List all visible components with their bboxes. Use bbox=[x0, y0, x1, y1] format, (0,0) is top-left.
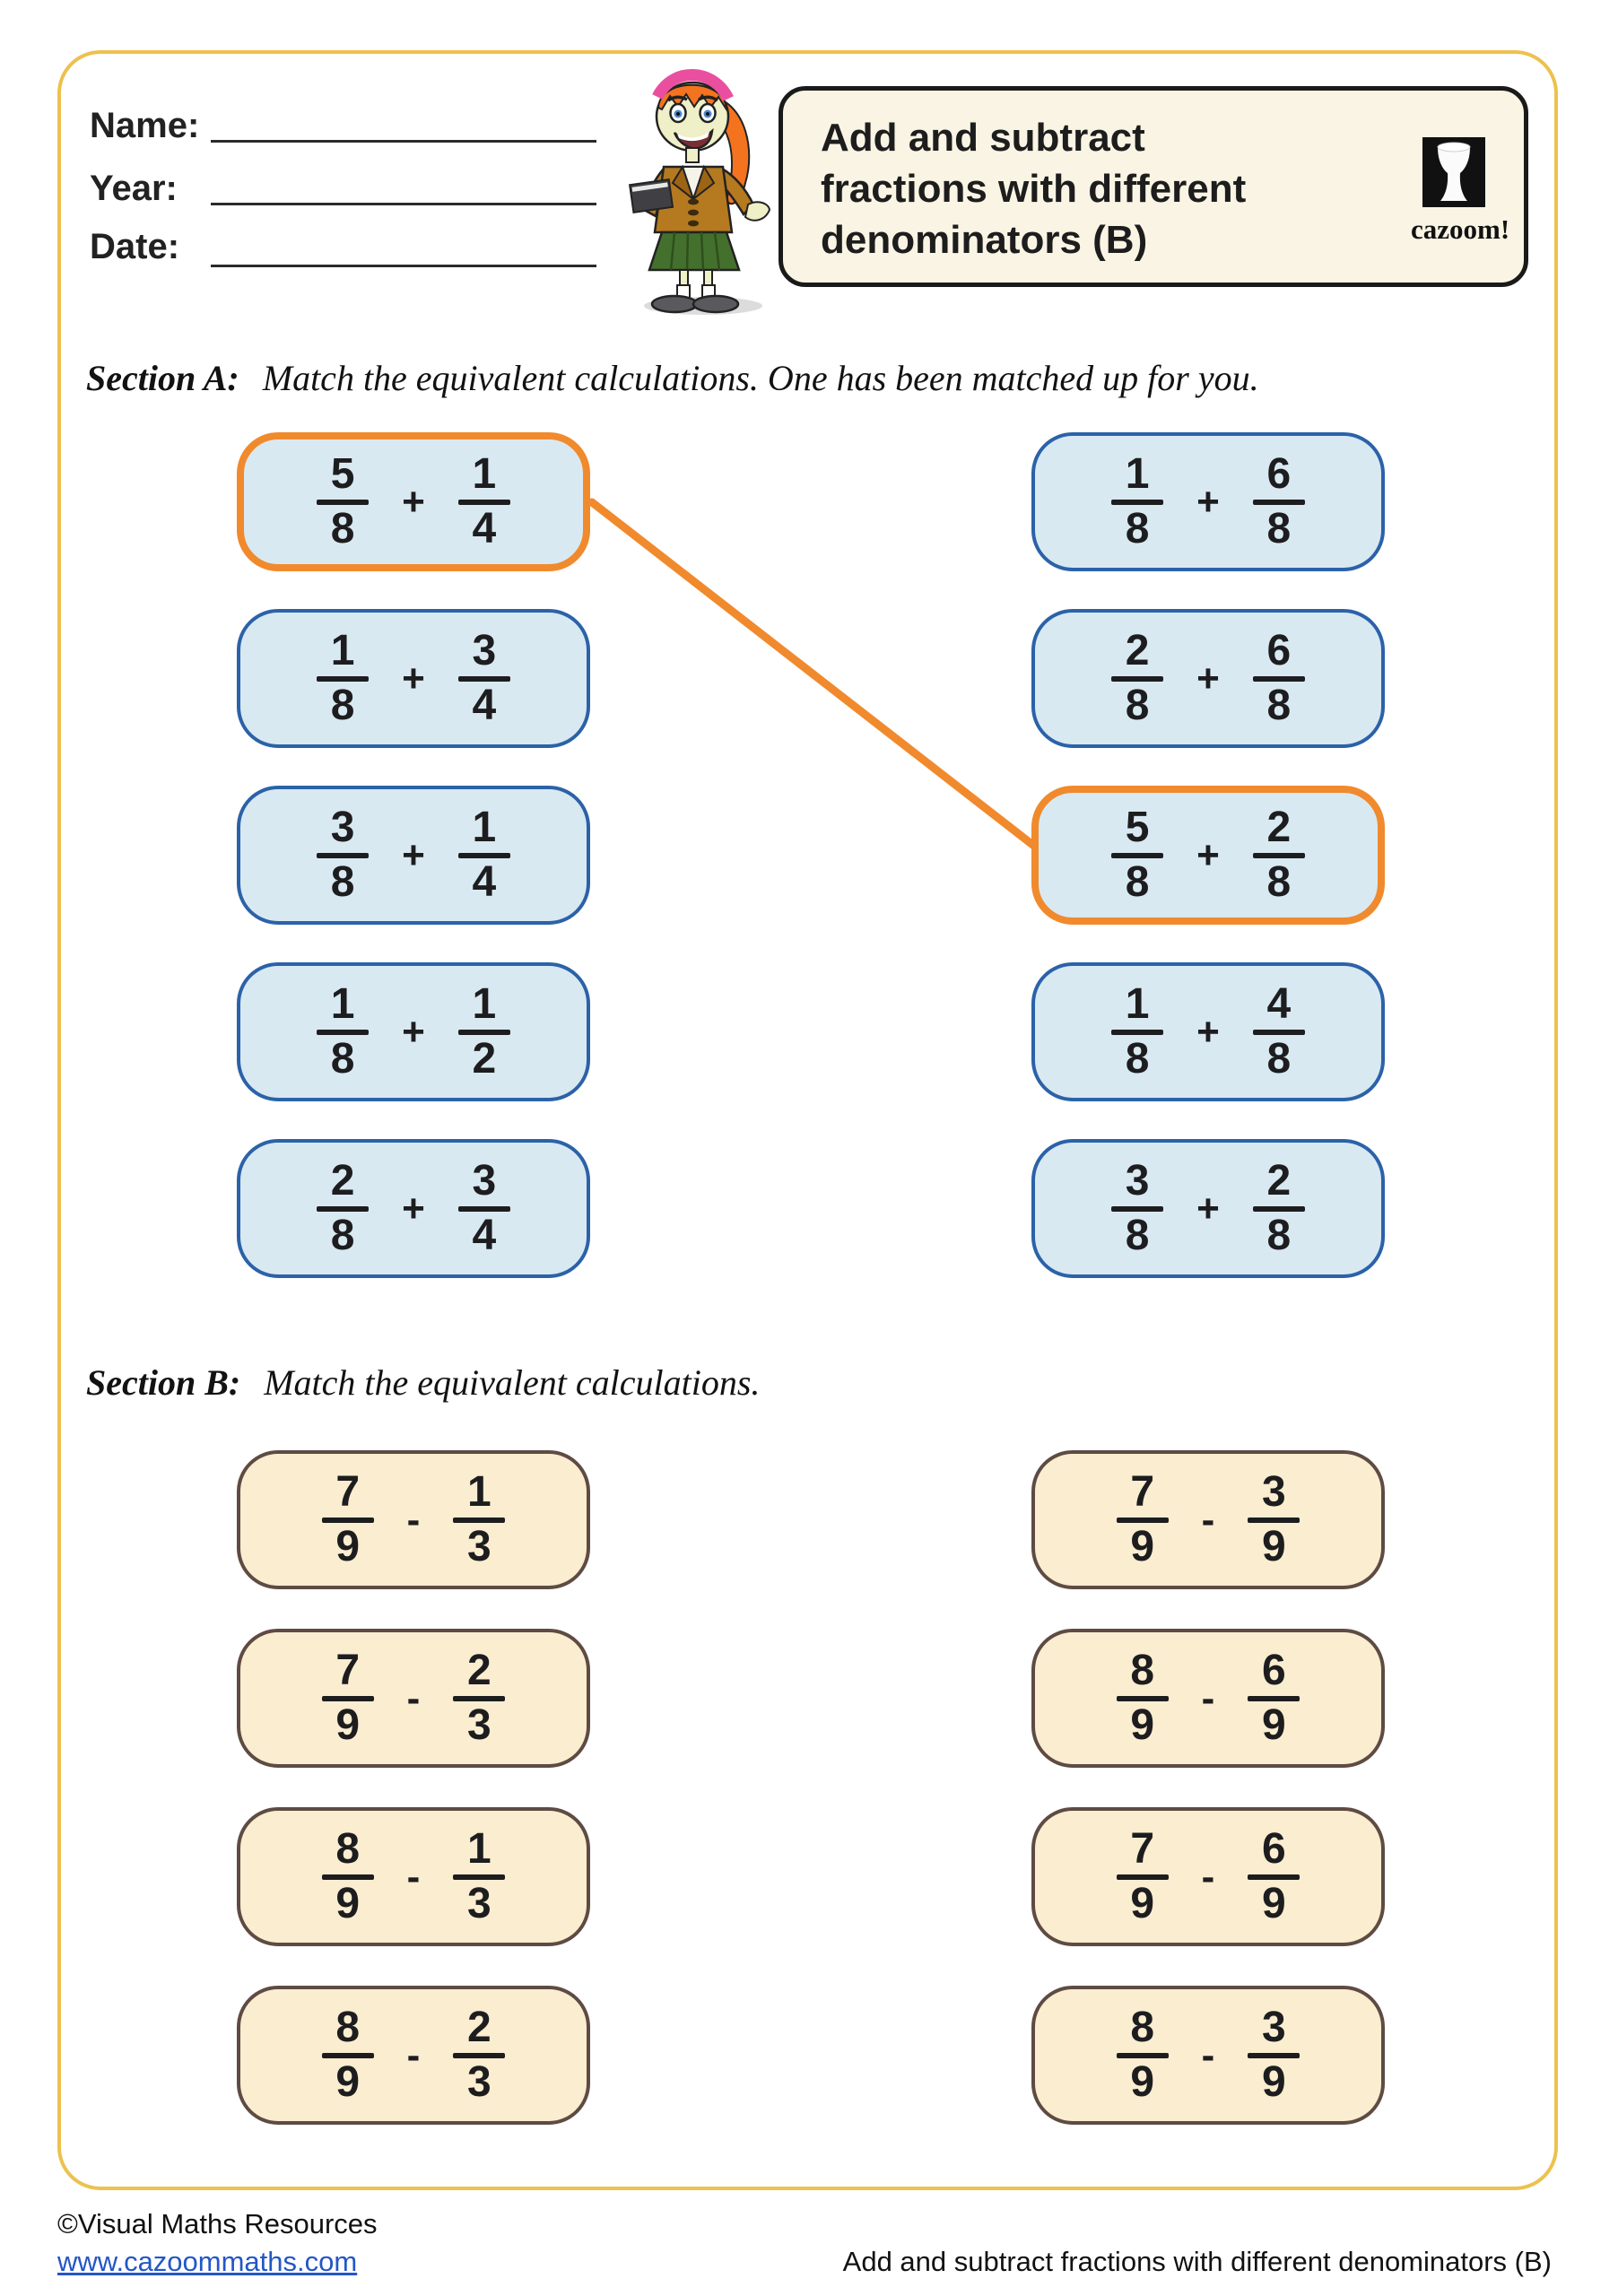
numerator: 2 bbox=[466, 2003, 491, 2051]
fraction-bar bbox=[1248, 1696, 1300, 1701]
fraction-1 bbox=[1116, 1824, 1170, 1927]
fraction-card[interactable] bbox=[237, 1629, 590, 1768]
numerator: 4 bbox=[1266, 979, 1292, 1028]
fraction-2 bbox=[452, 1467, 506, 1570]
denominator: 9 bbox=[335, 1522, 361, 1570]
fraction-bar bbox=[1117, 1874, 1169, 1880]
denominator: 9 bbox=[1130, 1700, 1155, 1749]
fraction-card[interactable] bbox=[1031, 1629, 1385, 1768]
numerator: 3 bbox=[472, 626, 497, 674]
numerator: 8 bbox=[1130, 1646, 1155, 1694]
operator: + bbox=[402, 479, 425, 524]
denominator: 8 bbox=[1125, 681, 1150, 729]
operator: + bbox=[1196, 832, 1220, 877]
numerator: 3 bbox=[330, 803, 355, 851]
worksheet-title: Add and subtract fractions with different denominators (B) bbox=[821, 116, 1247, 262]
section-a-instructions: Match the equivalent calculations. One has been matched up for you. bbox=[262, 358, 1259, 398]
denominator: 3 bbox=[466, 2057, 491, 2106]
operator: - bbox=[1201, 1854, 1215, 1899]
numerator: 2 bbox=[1266, 803, 1292, 851]
operator: - bbox=[1201, 1675, 1215, 1720]
fraction-card[interactable] bbox=[237, 962, 590, 1101]
operator: - bbox=[406, 1497, 421, 1542]
operator: + bbox=[402, 1009, 425, 1054]
fraction-bar bbox=[1253, 1206, 1305, 1212]
fraction-1 bbox=[1116, 1467, 1170, 1570]
fraction-2 bbox=[1252, 626, 1306, 729]
djembe-drum-icon bbox=[1422, 137, 1485, 207]
denominator: 9 bbox=[1130, 1879, 1155, 1927]
footer-worksheet-name: Add and subtract fractions with different denominators (B) bbox=[842, 2246, 1552, 2277]
operator: + bbox=[402, 832, 425, 877]
numerator: 6 bbox=[1266, 449, 1292, 498]
denominator: 3 bbox=[466, 1700, 491, 1749]
fraction-bar bbox=[453, 1518, 505, 1523]
fraction-1 bbox=[316, 626, 370, 729]
numerator: 1 bbox=[472, 803, 497, 851]
section-a-left-column bbox=[237, 432, 590, 1316]
numerator: 6 bbox=[1266, 626, 1292, 674]
fraction-bar bbox=[1117, 1696, 1169, 1701]
denominator: 9 bbox=[335, 1879, 361, 1927]
fraction-2 bbox=[1252, 803, 1306, 906]
fraction-card[interactable] bbox=[1031, 962, 1385, 1101]
numerator: 1 bbox=[330, 626, 355, 674]
denominator: 4 bbox=[472, 1211, 497, 1259]
operator: - bbox=[1201, 1497, 1215, 1542]
fraction-2 bbox=[457, 449, 511, 552]
fraction-2 bbox=[452, 1646, 506, 1749]
section-a-heading bbox=[86, 357, 1259, 399]
fraction-1 bbox=[1110, 626, 1164, 729]
fraction-bar bbox=[1111, 500, 1163, 505]
denominator: 8 bbox=[1125, 857, 1150, 906]
denominator: 9 bbox=[1261, 2057, 1286, 2106]
fraction-1 bbox=[321, 1467, 375, 1570]
numerator: 6 bbox=[1261, 1824, 1286, 1873]
fraction-bar bbox=[1111, 1030, 1163, 1035]
numerator: 2 bbox=[1266, 1156, 1292, 1205]
date-label: Date: bbox=[90, 227, 180, 266]
year-input-line[interactable] bbox=[211, 203, 596, 205]
fraction-bar bbox=[317, 676, 369, 682]
numerator: 1 bbox=[466, 1467, 491, 1516]
fraction-bar bbox=[458, 853, 510, 858]
fraction-card[interactable] bbox=[1031, 1986, 1385, 2125]
numerator: 2 bbox=[1125, 626, 1150, 674]
denominator: 8 bbox=[330, 857, 355, 906]
denominator: 8 bbox=[330, 1211, 355, 1259]
fraction-2 bbox=[1252, 979, 1306, 1083]
fraction-2 bbox=[457, 626, 511, 729]
fraction-bar bbox=[458, 1030, 510, 1035]
year-label: Year: bbox=[90, 169, 178, 208]
numerator: 3 bbox=[1261, 1467, 1286, 1516]
denominator: 9 bbox=[1261, 1879, 1286, 1927]
denominator: 4 bbox=[472, 857, 497, 906]
fraction-2 bbox=[457, 803, 511, 906]
name-input-line[interactable] bbox=[211, 140, 596, 143]
denominator: 8 bbox=[330, 681, 355, 729]
fraction-bar bbox=[322, 1518, 374, 1523]
fraction-bar bbox=[1253, 676, 1305, 682]
fraction-2 bbox=[452, 2003, 506, 2106]
denominator: 4 bbox=[472, 504, 497, 552]
fraction-bar bbox=[322, 1696, 374, 1701]
name-label: Name: bbox=[90, 106, 200, 145]
fraction-1 bbox=[1110, 803, 1164, 906]
fraction-bar bbox=[1117, 1518, 1169, 1523]
denominator: 8 bbox=[1125, 1211, 1150, 1259]
fraction-card[interactable] bbox=[237, 1986, 590, 2125]
fraction-card[interactable] bbox=[1031, 1807, 1385, 1946]
section-a-label: Section A: bbox=[86, 358, 239, 398]
fraction-1 bbox=[316, 979, 370, 1083]
denominator: 9 bbox=[1261, 1522, 1286, 1570]
fraction-bar bbox=[458, 676, 510, 682]
numerator: 5 bbox=[330, 449, 355, 498]
numerator: 8 bbox=[335, 2003, 361, 2051]
section-a-right-column bbox=[1031, 432, 1385, 1316]
operator: - bbox=[406, 1675, 421, 1720]
operator: - bbox=[1201, 2032, 1215, 2077]
fraction-card[interactable] bbox=[237, 1139, 590, 1278]
fraction-bar bbox=[453, 1874, 505, 1880]
fraction-bar bbox=[322, 2053, 374, 2058]
fraction-2 bbox=[1247, 1646, 1300, 1749]
fraction-bar bbox=[1248, 1518, 1300, 1523]
operator: + bbox=[1196, 656, 1220, 700]
footer-copyright: ©Visual Maths Resources bbox=[57, 2208, 378, 2239]
denominator: 8 bbox=[1266, 681, 1292, 729]
numerator: 3 bbox=[1125, 1156, 1150, 1205]
operator: + bbox=[1196, 1186, 1220, 1231]
fraction-1 bbox=[316, 803, 370, 906]
fraction-2 bbox=[452, 1824, 506, 1927]
denominator: 2 bbox=[472, 1034, 497, 1083]
fraction-bar bbox=[458, 1206, 510, 1212]
fraction-card[interactable] bbox=[237, 786, 590, 925]
numerator: 8 bbox=[335, 1824, 361, 1873]
fraction-bar bbox=[458, 500, 510, 505]
fraction-1 bbox=[1110, 449, 1164, 552]
fraction-2 bbox=[1247, 1467, 1300, 1570]
fraction-card[interactable] bbox=[1031, 432, 1385, 571]
fraction-card[interactable] bbox=[1031, 609, 1385, 748]
fraction-1 bbox=[1116, 2003, 1170, 2106]
denominator: 8 bbox=[1125, 504, 1150, 552]
fraction-bar bbox=[453, 1696, 505, 1701]
denominator: 9 bbox=[335, 1700, 361, 1749]
fraction-bar bbox=[1253, 1030, 1305, 1035]
fraction-bar bbox=[317, 500, 369, 505]
fraction-card[interactable] bbox=[1031, 786, 1385, 925]
denominator: 9 bbox=[1261, 1700, 1286, 1749]
operator: + bbox=[402, 656, 425, 700]
denominator: 8 bbox=[330, 504, 355, 552]
denominator: 8 bbox=[1266, 1211, 1292, 1259]
denominator: 8 bbox=[330, 1034, 355, 1083]
fraction-bar bbox=[1248, 1874, 1300, 1880]
fraction-bar bbox=[1111, 853, 1163, 858]
numerator: 8 bbox=[1130, 2003, 1155, 2051]
fraction-2 bbox=[1252, 449, 1306, 552]
numerator: 1 bbox=[466, 1824, 491, 1873]
denominator: 9 bbox=[1130, 2057, 1155, 2106]
fraction-bar bbox=[1253, 500, 1305, 505]
numerator: 6 bbox=[1261, 1646, 1286, 1694]
operator: - bbox=[406, 1854, 421, 1899]
section-b-left-column bbox=[237, 1450, 590, 2164]
fraction-card[interactable] bbox=[237, 1450, 590, 1589]
date-input-line[interactable] bbox=[211, 265, 596, 267]
fraction-1 bbox=[1110, 979, 1164, 1083]
denominator: 8 bbox=[1266, 504, 1292, 552]
fraction-bar bbox=[317, 1030, 369, 1035]
fraction-bar bbox=[317, 1206, 369, 1212]
fraction-card[interactable] bbox=[237, 609, 590, 748]
denominator: 8 bbox=[1266, 1034, 1292, 1083]
numerator: 3 bbox=[472, 1156, 497, 1205]
numerator: 7 bbox=[1130, 1824, 1155, 1873]
operator: + bbox=[402, 1186, 425, 1231]
fraction-2 bbox=[1252, 1156, 1306, 1259]
numerator: 2 bbox=[330, 1156, 355, 1205]
fraction-1 bbox=[316, 449, 370, 552]
fraction-bar bbox=[317, 853, 369, 858]
student-girl-illustration bbox=[621, 56, 771, 317]
fraction-1 bbox=[321, 1824, 375, 1927]
denominator: 3 bbox=[466, 1522, 491, 1570]
operator: + bbox=[1196, 479, 1220, 524]
numerator: 1 bbox=[1125, 979, 1150, 1028]
fraction-bar bbox=[1253, 853, 1305, 858]
fraction-bar bbox=[322, 1874, 374, 1880]
fraction-bar bbox=[1117, 2053, 1169, 2058]
section-b-label: Section B: bbox=[86, 1362, 241, 1403]
operator: + bbox=[1196, 1009, 1220, 1054]
fraction-card[interactable] bbox=[1031, 1139, 1385, 1278]
fraction-card[interactable] bbox=[1031, 1450, 1385, 1589]
numerator: 1 bbox=[330, 979, 355, 1028]
denominator: 4 bbox=[472, 681, 497, 729]
cazoom-logo bbox=[1411, 137, 1510, 246]
numerator: 5 bbox=[1125, 803, 1150, 851]
numerator: 3 bbox=[1261, 2003, 1286, 2051]
fraction-2 bbox=[1247, 2003, 1300, 2106]
fraction-2 bbox=[457, 979, 511, 1083]
section-b-heading bbox=[86, 1361, 760, 1404]
numerator: 1 bbox=[1125, 449, 1150, 498]
fraction-bar bbox=[1248, 2053, 1300, 2058]
fraction-card[interactable] bbox=[237, 1807, 590, 1946]
logo-text: cazoom! bbox=[1411, 213, 1510, 245]
fraction-bar bbox=[1111, 1206, 1163, 1212]
fraction-1 bbox=[1116, 1646, 1170, 1749]
fraction-1 bbox=[321, 1646, 375, 1749]
fraction-1 bbox=[321, 2003, 375, 2106]
section-b-right-column bbox=[1031, 1450, 1385, 2164]
numerator: 7 bbox=[1130, 1467, 1155, 1516]
footer-website-link[interactable]: www.cazoommaths.com bbox=[57, 2246, 358, 2277]
fraction-2 bbox=[457, 1156, 511, 1259]
section-b-instructions: Match the equivalent calculations. bbox=[264, 1362, 761, 1403]
denominator: 8 bbox=[1125, 1034, 1150, 1083]
numerator: 7 bbox=[335, 1467, 361, 1516]
fraction-bar bbox=[453, 2053, 505, 2058]
numerator: 1 bbox=[472, 449, 497, 498]
operator: - bbox=[406, 2032, 421, 2077]
fraction-bar bbox=[1111, 676, 1163, 682]
numerator: 1 bbox=[472, 979, 497, 1028]
fraction-1 bbox=[316, 1156, 370, 1259]
title-box bbox=[779, 86, 1528, 287]
numerator: 2 bbox=[466, 1646, 491, 1694]
fraction-card[interactable] bbox=[237, 432, 590, 571]
denominator: 8 bbox=[1266, 857, 1292, 906]
fraction-1 bbox=[1110, 1156, 1164, 1259]
denominator: 3 bbox=[466, 1879, 491, 1927]
denominator: 9 bbox=[1130, 1522, 1155, 1570]
numerator: 7 bbox=[335, 1646, 361, 1694]
fraction-2 bbox=[1247, 1824, 1300, 1927]
denominator: 9 bbox=[335, 2057, 361, 2106]
